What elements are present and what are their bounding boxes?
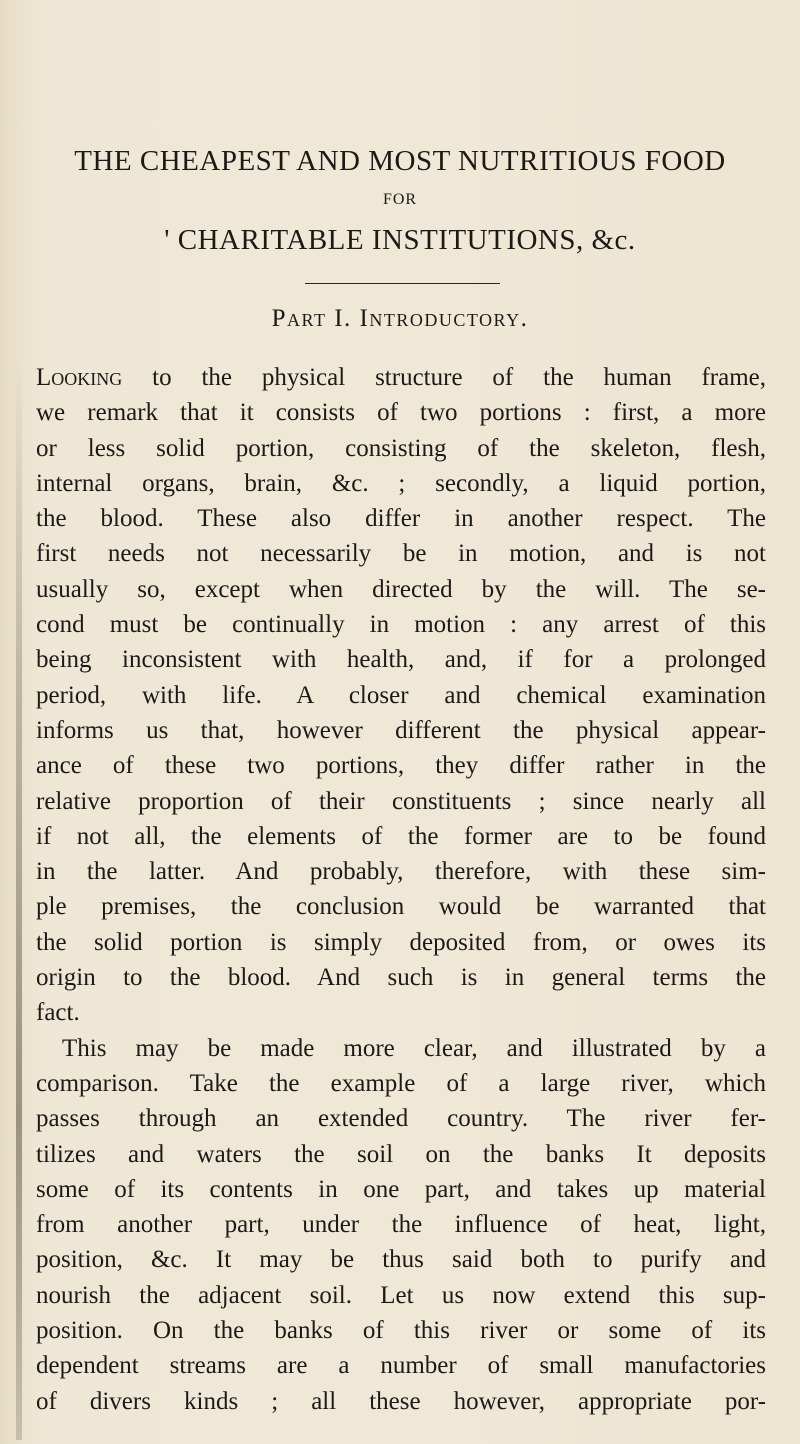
paragraph-1-line: we remark that it consists of two portions : first, a more [36,399,766,427]
paragraph-2-line: dependent streams are a number of small manufactories [36,1352,766,1380]
paragraph-1-line: the blood. These also differ in another respect. The [36,505,766,533]
page-title-line-1: THE CHEAPEST AND MOST NUTRITIOUS FOOD [74,145,726,177]
paragraph-1-line: cond must be continually in motion : any arrest of this [36,611,766,639]
paragraph-2-line: some of its contents in one part, and takes up material [36,1175,766,1203]
title-connector: FOR [382,191,418,208]
paragraph-1-line: the solid portion is simply deposited from, or owes its [36,928,766,956]
paragraph-2-line: tilizes and waters the soil on the banks It deposits [36,1140,766,1168]
paragraph-2-line: from another part, under the influence of heat, light, [36,1211,766,1239]
paragraph-1-line-1 [36,360,766,395]
body-text [36,360,766,1419]
paragraph-1-line: being inconsistent with health, and, if for a prolonged [36,646,766,674]
paragraph-1-line: ple premises, the conclusion would be warranted that [36,893,766,921]
paragraph-1-line: period, with life. A closer and chemical examination [36,681,766,709]
paragraph-1-line: in the latter. And probably, therefore, with these sim- [36,858,766,886]
paragraph-1-line: internal organs, brain, &c. ; secondly, a liquid portion, [36,469,766,497]
paragraph-1-line: fact. [36,999,80,1027]
page-title-line-2: ' CHARITABLE INSTITUTIONS, &c. [164,224,636,256]
paragraph-2-line: comparison. Take the example of a large river, which [36,1069,766,1097]
paragraph-2-line: This may be made more clear, and illustrated by a [62,1034,766,1062]
paragraph-1-line: or less solid portion, consisting of the skeleton, flesh, [36,434,766,462]
paragraph-1-lead-word: Looking [36,364,123,391]
section-heading: Part I. Introductory. [271,305,529,332]
paragraph-1-line: if not all, the elements of the former are to be found [36,822,766,850]
paragraph-1-line: relative proportion of their constituents ; since nearly all [36,787,766,815]
paragraph-2-line: of divers kinds ; all these however, appropriate por- [36,1387,766,1415]
paragraph-1-line: informs us that, however different the physical appear- [36,716,766,744]
paragraph-2-line: position. On the banks of this river or some of its [36,1317,766,1345]
title-divider-rule [305,283,500,284]
paragraph-2-line: passes through an extended country. The river fer- [36,1105,766,1133]
paragraph-1-line: ance of these two portions, they differ rather in the [36,752,766,780]
paragraph-2-line: nourish the adjacent soil. Let us now extend this sup- [36,1281,766,1309]
gutter-shadow [16,360,22,1440]
paragraph-1-line: usually so, except when directed by the will. The se- [36,575,766,603]
paragraph-1-line-1-rest: to the physical structure of the human frame, [122,364,766,391]
paragraph-1-line: first needs not necessarily be in motion, and is not [36,540,766,568]
paragraph-2-line: position, &c. It may be thus said both to purify and [36,1246,766,1274]
paragraph-1-line: origin to the blood. And such is in general terms the [36,964,766,992]
